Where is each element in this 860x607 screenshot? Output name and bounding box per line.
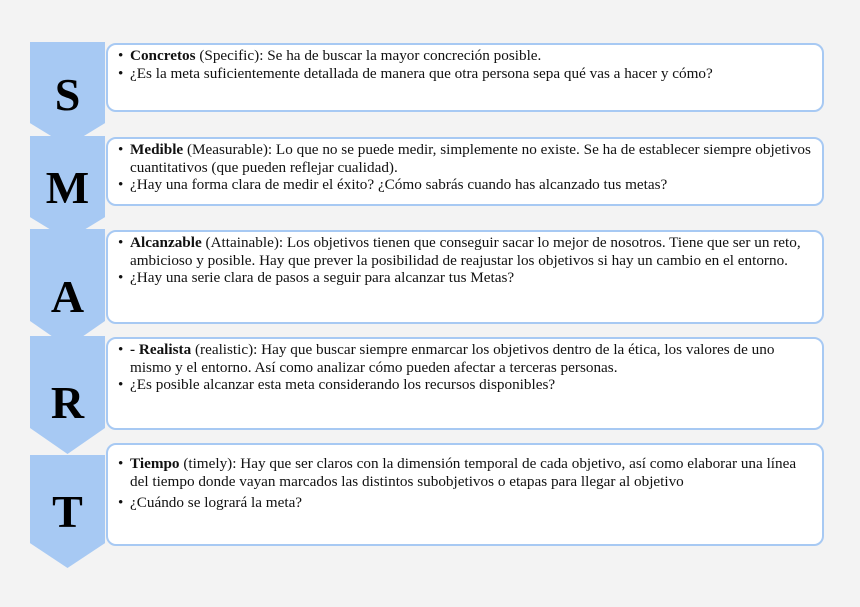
term-label: Concretos [130,47,196,64]
bullet-definition [118,47,814,65]
box-attainable [106,230,824,324]
bullet-question [118,176,814,194]
letter-t: T [52,486,83,537]
bullet-definition [118,234,814,269]
bullet-question [118,494,814,512]
letter-r: R [50,377,85,428]
definition-text: (realistic): Hay que buscar siempre enmarcar los objetivos dentro de la ética, los valores de uno mismo y el entorno. Así como analizar cómo pueden afectar a terceras personas. [130,341,775,376]
letter-a: A [50,271,85,322]
box-timely [106,443,824,546]
bullet-question [118,376,814,394]
bullet-question [118,269,814,287]
question-text: ¿Hay una forma clara de medir el éxito? ¿Cómo sabrás cuando has alcanzado tus metas? [130,176,668,193]
definition-text: (Specific): Se ha de buscar la mayor concreción posible. [195,47,542,64]
bullet-definition [118,341,814,376]
term-label: Alcanzable [130,234,202,251]
box-measurable [106,137,824,206]
box-specific [106,43,824,112]
definition-text: (Measurable): Lo que no se puede medir, simplemente no existe. Se ha de establecer siempre objetivos cuantitativos (que pueden reflejar cualidad). [130,141,811,176]
bullet-definition [118,141,814,176]
bullet-question [118,65,814,83]
letter-m: M [45,162,90,213]
letter-s: S [54,69,81,120]
bullet-definition [118,455,814,490]
term-label: Tiempo [130,455,180,472]
definition-text: (Attainable): Los objetivos tienen que conseguir sacar lo mejor de nosotros. Tiene que ser un reto, ambicioso y posible. Hay que prever la posibilidad de reajustar los objetivos si hay un cambio en el entorno. [130,234,801,269]
question-text: ¿Cuándo se logrará la meta? [130,494,303,511]
definition-text: (timely): Hay que ser claros con la dimensión temporal de cada objetivo, así como elaborar una línea del tiempo donde vayan marcados las distintos subobjetivos o etapas para llegar al objetivo [130,455,797,490]
term-label: Medible [130,141,184,158]
term-label: - Realista [130,341,192,358]
question-text: ¿Es la meta suficientemente detallada de manera que otra persona sepa qué vas a hacer y cómo? [130,64,713,82]
question-text: ¿Hay una serie clara de pasos a seguir para alcanzar tus Metas? [130,269,515,286]
box-realistic [106,337,824,430]
question-text: ¿Es posible alcanzar esta meta considerando los recursos disponibles? [130,376,556,393]
